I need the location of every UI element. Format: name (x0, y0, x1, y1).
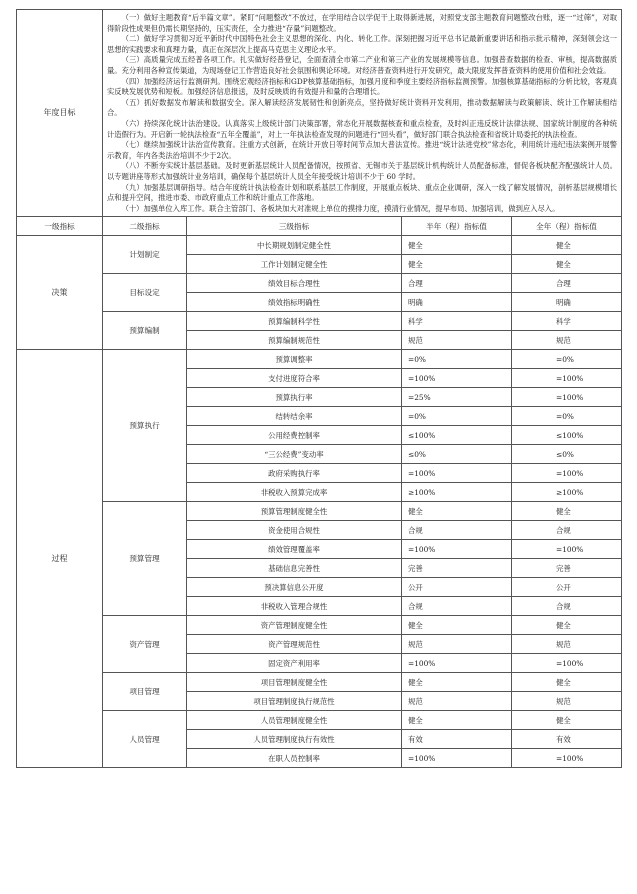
half-year-value: =0% (402, 350, 512, 369)
full-year-value: 健全 (512, 255, 622, 274)
level3-indicator: 预决算信息公开度 (187, 578, 402, 597)
table-row (17, 236, 622, 255)
half-year-value: 合理 (402, 274, 512, 293)
table-row (17, 502, 622, 521)
full-year-value: 合规 (512, 521, 622, 540)
level2-indicator: 项目管理 (103, 673, 187, 711)
level3-indicator: 非税收入管理合规性 (187, 597, 402, 616)
level3-indicator: 中长期规划制定健全性 (187, 236, 402, 255)
half-year-value: 明确 (402, 293, 512, 312)
table-row (17, 350, 622, 369)
level3-indicator: 资金使用合规性 (187, 521, 402, 540)
goal-paragraph: （六）持续深化统计法治建设。认真落实上级统计部门决策部署，常态化开展数据核查和重点检查，及时纠正违反统计法律法规、国家统计制度的各种统计造假行为。开启新一轮执法检查“五年全覆盖”，对上一年执法检查发现的问题进行“回头看”，做好部门联合执法检查和省统计局委托的执法检查。 (107, 118, 618, 139)
half-year-value: 健全 (402, 255, 512, 274)
full-year-value: ≥100% (512, 483, 622, 502)
full-year-value: =100% (512, 654, 622, 673)
goal-paragraph: （二）做好学习贯彻习近平新时代中国特色社会主义思想的深化、内化、转化工作。深刻把握习近平总书记最新重要讲话和指示批示精神，深刻领会这一思想的实践要求和真理力量，真正在深层次上提高马克思主义理论水平。 (107, 34, 618, 54)
full-year-value: 合规 (512, 597, 622, 616)
level3-indicator: 结转结余率 (187, 407, 402, 426)
half-year-value: 健全 (402, 236, 512, 255)
goal-paragraph: （一）做好主题教育“后半篇文章”。紧盯“问题整改”不放过，在学用结合以学促干上取得新进展，对照党支部主题教育问题整改台账，逐一“过筛”，对取得阶段性成果但仍需长期坚持的，压实责任，全力推进“存量”问题整改。 (107, 13, 618, 33)
level3-indicator: 工作计划制定健全性 (187, 255, 402, 274)
full-year-value: 公开 (512, 578, 622, 597)
goal-paragraph: （八）不断夯实统计基层基础。及时更新基层统计人员配备情况，按照省、无锡市关于基层统计机构统计人员配备标准，督促各板块配齐配强统计人员。以专题讲座等形式加强统计业务培训，确保每个基层统计人员全年接受统计培训不少于 60 学时。 (107, 161, 618, 181)
level3-indicator: 项目管理制度执行规范性 (187, 692, 402, 711)
full-year-value: 有效 (512, 730, 622, 749)
level3-indicator: 资产管理制度健全性 (187, 616, 402, 635)
half-year-value: =100% (402, 464, 512, 483)
full-year-value: ≤0% (512, 445, 622, 464)
header-level3: 三级指标 (187, 217, 402, 236)
table-row (17, 711, 622, 730)
goal-paragraph: （十）加强单位入库工作。联合主管部门、各板块加大对准规上单位的摸排力度，摸清行业情况，提早布局、加强培训，做到应入尽入。 (121, 203, 560, 213)
full-year-value: 健全 (512, 711, 622, 730)
goal-paragraph: （三）高质量完成五经普各项工作。扎实做好经普登记，全面查清全市第二产业和第三产业的发展规模等信息。加强普查数据的检查、审核，提高数据质量。充分利用各种宣传渠道，为现场登记工作营造良好社会氛围和舆论环境。对经济普查资料进行开发研究，最大限度发挥普查资料的使用价值和社会效益。 (107, 55, 618, 75)
half-year-value: 科学 (402, 312, 512, 331)
level3-indicator: 政府采购执行率 (187, 464, 402, 483)
level1-indicator-decision: 决策 (17, 236, 103, 350)
full-year-value: 明确 (512, 293, 622, 312)
full-year-value: 完善 (512, 559, 622, 578)
half-year-value: ≤100% (402, 426, 512, 445)
level3-indicator: 绩效管理覆盖率 (187, 540, 402, 559)
level2-indicator: 目标设定 (103, 274, 187, 312)
half-year-value: 健全 (402, 616, 512, 635)
annual-goal-content (103, 10, 622, 217)
level3-indicator: 预算执行率 (187, 388, 402, 407)
full-year-value: =100% (512, 540, 622, 559)
level3-indicator: 固定资产利用率 (187, 654, 402, 673)
table-row (17, 616, 622, 635)
level3-indicator: 在职人员控制率 (187, 749, 402, 768)
level1-indicator-process: 过程 (17, 350, 103, 768)
annual-goal-label: 年度目标 (17, 10, 103, 217)
level3-indicator: 支付进度符合率 (187, 369, 402, 388)
full-year-value: =0% (512, 350, 622, 369)
level2-indicator: 人员管理 (103, 711, 187, 768)
level3-indicator: 非税收入预算完成率 (187, 483, 402, 502)
half-year-value: 合规 (402, 521, 512, 540)
full-year-value: 规范 (512, 692, 622, 711)
level3-indicator: 项目管理制度健全性 (187, 673, 402, 692)
table-body (17, 10, 622, 768)
half-year-value: 公开 (402, 578, 512, 597)
level2-indicator: 预算管理 (103, 502, 187, 616)
level3-indicator: 预算编制规范性 (187, 331, 402, 350)
level3-indicator: 预算编制科学性 (187, 312, 402, 331)
half-year-value: ≥100% (402, 483, 512, 502)
half-year-value: 规范 (402, 692, 512, 711)
level3-indicator: 资产管理规范性 (187, 635, 402, 654)
level3-indicator: 绩效目标合理性 (187, 274, 402, 293)
full-year-value: ≤100% (512, 426, 622, 445)
half-year-value: 有效 (402, 730, 512, 749)
half-year-value: 健全 (402, 711, 512, 730)
half-year-value: 合规 (402, 597, 512, 616)
full-year-value: 规范 (512, 635, 622, 654)
level3-indicator: “三公经费”变动率 (187, 445, 402, 464)
performance-indicator-table (16, 9, 622, 768)
document-page (16, 9, 621, 768)
full-year-value: 健全 (512, 502, 622, 521)
half-year-value: 规范 (402, 331, 512, 350)
level3-indicator: 预算调整率 (187, 350, 402, 369)
level2-indicator: 预算编制 (103, 312, 187, 350)
half-year-value: 规范 (402, 635, 512, 654)
table-row (17, 274, 622, 293)
header-level2: 二级指标 (103, 217, 187, 236)
annual-goal-row (17, 10, 622, 217)
level3-indicator: 基础信息完善性 (187, 559, 402, 578)
full-year-value: 健全 (512, 236, 622, 255)
level3-indicator: 人员管理制度执行有效性 (187, 730, 402, 749)
full-year-value: =0% (512, 407, 622, 426)
full-year-value: 健全 (512, 673, 622, 692)
table-row (17, 673, 622, 692)
level2-indicator: 资产管理 (103, 616, 187, 673)
half-year-value: =100% (402, 654, 512, 673)
half-year-value: =0% (402, 407, 512, 426)
table-row (17, 312, 622, 331)
full-year-value: =100% (512, 388, 622, 407)
half-year-value: ≤0% (402, 445, 512, 464)
full-year-value: =100% (512, 749, 622, 768)
full-year-value: =100% (512, 369, 622, 388)
full-year-value: 合理 (512, 274, 622, 293)
full-year-value: 科学 (512, 312, 622, 331)
half-year-value: =25% (402, 388, 512, 407)
goal-paragraph: （九）加强基层调研指导。结合年度统计执法检查计划和联系基层工作制度，开展重点板块、重点企业调研，深入一线了解发展情况，剖析基层规模增长点和提升空间，推进市委、市政府重点工作和统计重点工作落地。 (107, 182, 618, 203)
level3-indicator: 绩效指标明确性 (187, 293, 402, 312)
header-half-year: 半年（程）指标值 (402, 217, 512, 236)
full-year-value: 健全 (512, 616, 622, 635)
level2-indicator: 计划制定 (103, 236, 187, 274)
table-header-row (17, 217, 622, 236)
half-year-value: =100% (402, 749, 512, 768)
level3-indicator: 公用经费控制率 (187, 426, 402, 445)
header-full-year: 全年（程）指标值 (512, 217, 622, 236)
half-year-value: 完善 (402, 559, 512, 578)
goal-paragraph: （四）加强经济运行监测研判。围绕宏观经济指标和GDP核算基础指标，加强月度和季度主要经济指标监测预警。加强核算基础指标的分析比较，客观真实反映发展优势和短板。加强经济信息报送，及时反映质的有效提升和量的合理增长。 (107, 76, 618, 97)
half-year-value: 健全 (402, 673, 512, 692)
half-year-value: =100% (402, 540, 512, 559)
level3-indicator: 人员管理制度健全性 (187, 711, 402, 730)
full-year-value: 规范 (512, 331, 622, 350)
goal-paragraph: （七）继续加强统计法治宣传教育。注重方式创新，在统计开放日等时间节点加大普法宣传。推进“统计法进党校”常态化，利用统计违纪违法案例开展警示教育，年内各类法治培训不少于2次。 (107, 140, 618, 160)
header-level1: 一级指标 (17, 217, 103, 236)
half-year-value: 健全 (402, 502, 512, 521)
half-year-value: =100% (402, 369, 512, 388)
full-year-value: =100% (512, 464, 622, 483)
goal-paragraph: （五）抓好数据发布解读和数据安全。深入解读经济发展韧性和创新亮点，坚持做好统计资料开发利用，推动数据解读与政策解读、统计工作解读相结合。 (107, 97, 618, 118)
level3-indicator: 预算管理制度健全性 (187, 502, 402, 521)
level2-indicator: 预算执行 (103, 350, 187, 502)
